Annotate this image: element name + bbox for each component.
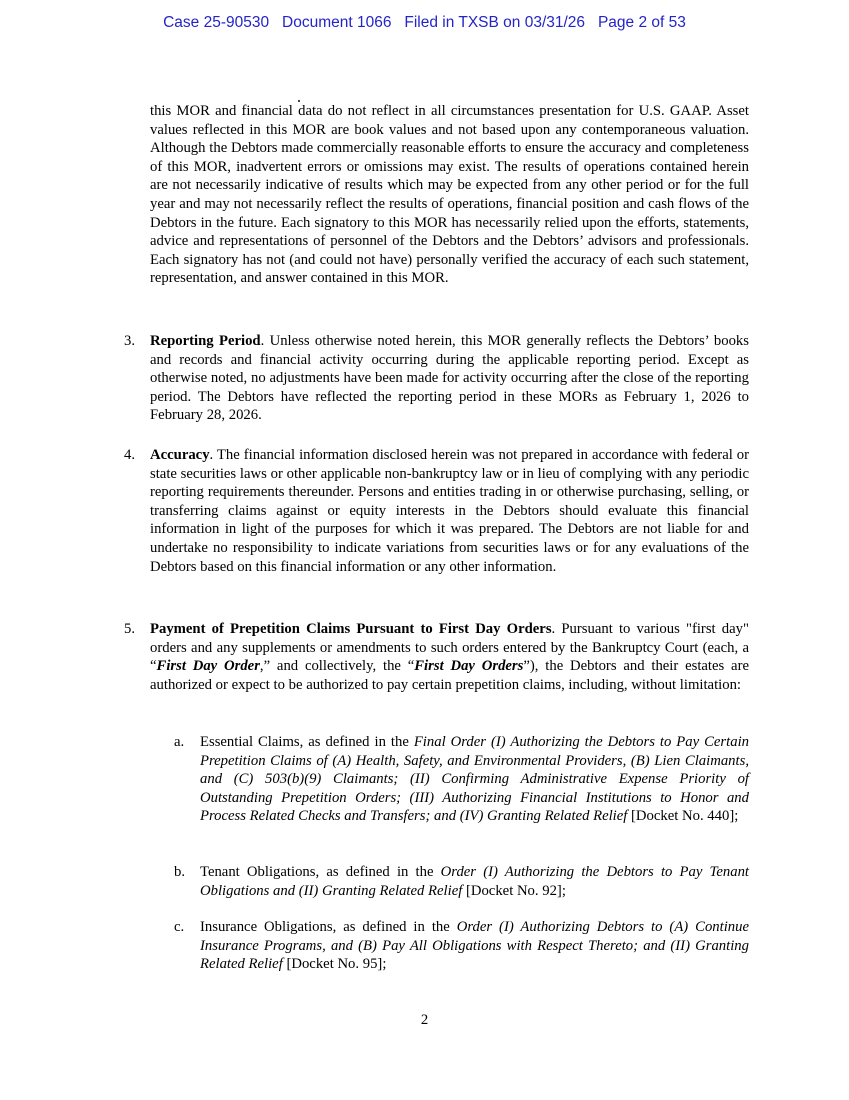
filed-info: Filed in TXSB on 03/31/26 <box>404 14 586 31</box>
page-info: Page 2 of 53 <box>597 14 686 31</box>
item-reporting-period <box>124 332 749 425</box>
item-number: 4. <box>124 447 136 463</box>
subitem-insurance-obligations <box>174 918 749 974</box>
docket-ref: [Docket No. 440]; <box>627 808 739 825</box>
item-accuracy <box>124 446 749 576</box>
order-title: Final Order (I) Authorizing the Debtors to Pay Certain Prepetition Claims of (A) Health, Safety, and Environmental Providers, (B) Lien Claimants, and (C) 503(b)(9) Claimants; (II) Confirming Administrative Expense Priority of Outstanding Prepetition Orders; (III) Authorizing Financial Institutions to Honor and Process Related Checks and Transfers; and (IV) Granting Related Relief <box>200 734 749 825</box>
item-heading: Reporting Period <box>150 333 261 349</box>
order-title: Order (I) Authorizing Debtors to (A) Continue Insurance Programs, and (B) Pay All Obligations with Respect Thereto; and (II) Granting Related Relief <box>200 919 749 973</box>
subitem-text <box>200 863 749 900</box>
item-body: ”), the Debtors and their estates are authorized or expect to be authorized to pay certain prepetition claims, including, without limitation: <box>150 658 749 693</box>
court-filing-header <box>0 14 849 32</box>
subitem-lead: Essential Claims, as defined in the <box>200 734 414 750</box>
document-number: Document 1066 <box>282 14 392 31</box>
intro-paragraph: this MOR and financial data do not reflect in all circumstances presentation for U.S. GAAP. Asset values reflected in this MOR are book values and not based upon any contemporaneous valuation. Although the Debtors made commercially reasonable efforts to ensure the accuracy and completeness of this MOR, inadvertent errors or omissions may exist. The results of operations contained herein are not necessarily indicative of results which may be expected from any other period or for the full year and may not necessarily reflect the results of operations, financial position and cash flows of the Debtors in the future. Each signatory to this MOR has necessarily relied upon the efforts, statements, advice and representations of personnel of the Debtors and the Debtors’ advisors and professionals. Each signatory has not (and could not have) personally verified the accuracy of each such statement, representation, and answer contained in this MOR. <box>150 103 749 287</box>
item-prepetition-claims <box>124 620 749 694</box>
item-number: 5. <box>124 621 136 637</box>
subitem-lead: Tenant Obligations, as defined in the <box>200 864 441 880</box>
docket-ref: [Docket No. 95]; <box>282 956 387 973</box>
item-text <box>150 446 749 576</box>
item-text <box>150 332 749 425</box>
subitem-letter: c. <box>174 919 185 935</box>
defined-term: First Day Order <box>156 658 260 675</box>
item-number: 3. <box>124 333 136 349</box>
docket-ref: [Docket No. 92]; <box>462 882 566 899</box>
item-heading: Accuracy <box>150 447 210 463</box>
item-body: ,” and collectively, the “ <box>259 658 415 675</box>
order-title: Order (I) Authorizing the Debtors to Pay Tenant Obligations and (II) Granting Related Relief <box>200 864 750 899</box>
subitem-letter: a. <box>174 734 185 750</box>
subitem-essential-claims <box>174 733 749 826</box>
subitem-text <box>200 918 749 974</box>
item-body: . Unless otherwise noted herein, this MOR generally reflects the Debtors’ books and records and financial activity occurring during the applicable reporting period. Except as otherwise noted, no adjustments have been made for activity occurring after the close of the reporting period. The Debtors have reflected the reporting period in these MORs as February 1, 2026 to February 28, 2026. <box>150 333 749 424</box>
subitem-lead: Insurance Obligations, as defined in the <box>200 919 457 935</box>
item-body: . Pursuant to various "first day" orders and any supplements or amendments to such orders entered by the Bankruptcy Court (each, a “ <box>150 621 749 675</box>
subitem-letter: b. <box>174 864 186 880</box>
subitem-tenant-obligations <box>174 863 749 900</box>
case-number: Case 25-90530 <box>163 14 270 31</box>
item-text <box>150 620 749 694</box>
subitem-text <box>200 733 749 826</box>
page-number: 2 <box>420 1012 429 1028</box>
item-heading: Payment of Prepetition Claims Pursuant to First Day Orders <box>150 621 552 637</box>
defined-term: First Day Orders <box>414 658 524 675</box>
item-body: . The financial information disclosed herein was not prepared in accordance with federal or state securities laws or other applicable non-bankruptcy law or in lieu of complying with any periodic reporting requirements thereunder. Persons and entities trading in or otherwise purchasing, selling, or transferring claims against or equity interests in the Debtors should evaluate this financial information in light of the purposes for which it was prepared. The Debtors are not liable for and undertake no responsibility to indicate variations from securities laws or for any evaluations of the Debtors based on this financial information or any other information. <box>150 447 749 575</box>
